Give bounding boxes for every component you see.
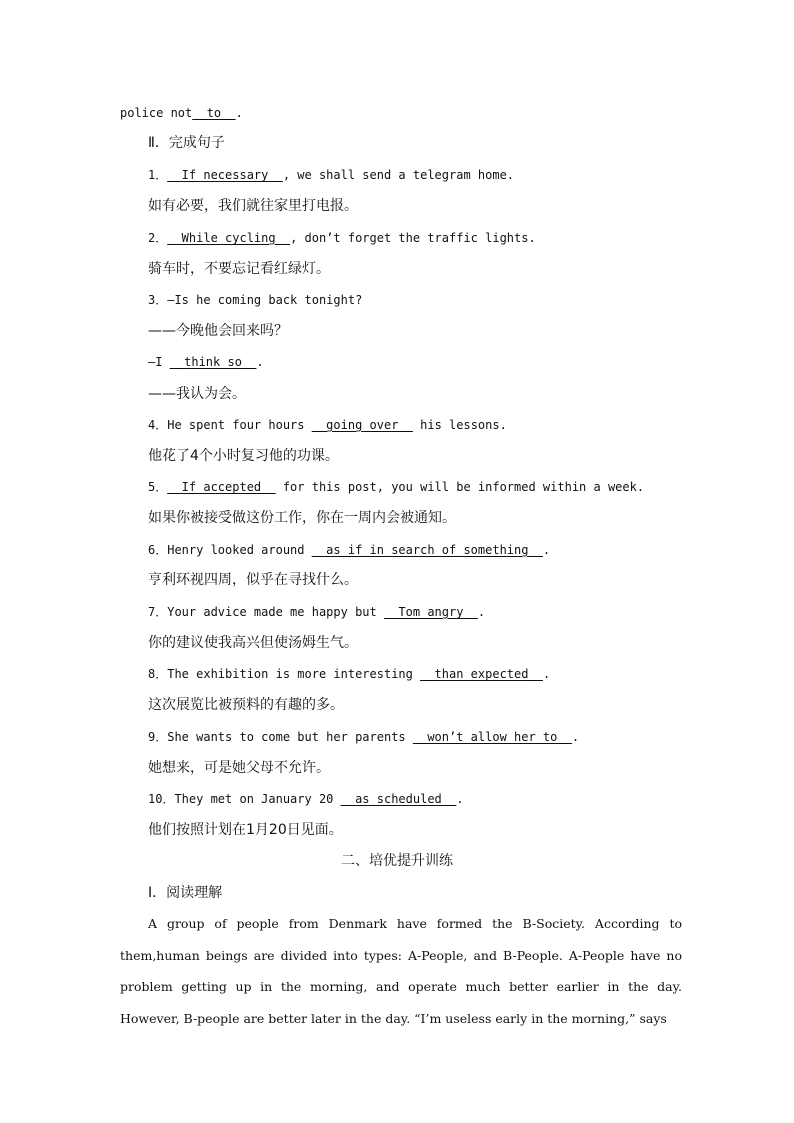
fragment-answer: __to__ [192, 106, 236, 120]
item-answer: __If accepted__ [167, 480, 276, 494]
item-4-translation: 他花了4个小时复习他的功课。 [148, 448, 339, 464]
item-answer: __think so__ [169, 355, 257, 369]
item-answer: __than expected__ [420, 667, 543, 681]
item-10-sentence [148, 791, 463, 807]
item-text-before: Henry looked around [167, 543, 312, 557]
item-number: 1． [148, 168, 168, 182]
item-answer: __Tom angry__ [383, 605, 478, 619]
item-6-sentence [148, 542, 550, 558]
item-text-after: . [571, 730, 580, 744]
item-text-after: . [542, 543, 551, 557]
part-two-heading: 二、培优提升训练 [341, 853, 453, 869]
item-answer: __as scheduled__ [340, 792, 457, 806]
fragment-line [120, 105, 243, 121]
item-8-sentence [148, 666, 550, 682]
item-text-before: They met on January 20 [174, 792, 341, 806]
item-10-translation: 他们按照计划在1月20日见面。 [148, 822, 343, 838]
item-3-answer-translation: ——我认为会。 [148, 386, 246, 402]
item-number: 6． [148, 543, 168, 557]
item-text-before: —I [148, 355, 170, 369]
item-9-sentence [148, 729, 579, 745]
item-number: 4． [148, 418, 168, 432]
item-answer: __While cycling__ [167, 231, 291, 245]
item-answer: __as if in search of something__ [311, 543, 543, 557]
item-text-before: Your advice made me happy but [167, 605, 384, 619]
item-answer: __If necessary__ [167, 168, 283, 182]
item-number: 10． [148, 792, 175, 806]
item-text-after: for this post, you will be informed within a week. [275, 480, 645, 494]
item-number: 2． [148, 231, 168, 245]
item-text-before: The exhibition is more interesting [167, 667, 421, 681]
reading-passage: A group of people from Denmark have formed the B-Society. According to them,human beings are divided into types: A-People, and B-People. A-People have no problem getting up in the morning, and operate much better earlier in the day. However, B-people are better later in the day. “I’m useless early in the morning,” says [120, 916, 682, 1026]
item-3-question-translation: ——今晚他会回来吗？ [148, 323, 288, 339]
item-4-sentence [148, 417, 507, 433]
item-2-sentence [148, 230, 536, 246]
item-number: 7． [148, 605, 168, 619]
item-text-after: . [542, 667, 551, 681]
fragment-before: police not [120, 106, 193, 120]
item-number: 5． [148, 480, 168, 494]
item-5-sentence [148, 479, 644, 495]
item-3-question: 3．—Is he coming back tonight? [148, 293, 363, 307]
item-text-after: . [477, 605, 486, 619]
item-7-sentence [148, 604, 485, 620]
item-text-after: , don’t forget the traffic lights. [290, 231, 536, 245]
item-6-translation: 亨利环视四周，似乎在寻找什么。 [148, 572, 358, 588]
item-7-translation: 你的建议使我高兴但使汤姆生气。 [148, 635, 358, 651]
item-number: 9． [148, 730, 168, 744]
item-text-before: She wants to come but her parents [167, 730, 413, 744]
item-answer: __won’t allow her to__ [412, 730, 572, 744]
item-text-after: . [456, 792, 464, 806]
fragment-after: . [235, 106, 243, 120]
item-text-after: his lessons. [412, 418, 507, 432]
item-text-before: He spent four hours [167, 418, 312, 432]
item-answer: __going over__ [311, 418, 413, 432]
section-i-heading: Ⅰ．阅读理解 [148, 885, 223, 901]
item-text-after: . [256, 355, 264, 369]
item-5-translation: 如果你被接受做这份工作，你在一周内会被通知。 [148, 510, 456, 526]
item-number: 8． [148, 667, 168, 681]
item-8-translation: 这次展览比被预料的有趣的多。 [148, 697, 344, 713]
item-3-answer-line [148, 354, 264, 370]
item-9-translation: 她想来，可是她父母不允许。 [148, 760, 330, 776]
item-text-after: , we shall send a telegram home. [282, 168, 515, 182]
item-2-translation: 骑车时，不要忘记看红绿灯。 [148, 261, 330, 277]
item-1-sentence [148, 167, 514, 183]
section-ii-heading: Ⅱ．完成句子 [148, 135, 225, 151]
item-1-translation: 如有必要，我们就往家里打电报。 [148, 198, 358, 214]
